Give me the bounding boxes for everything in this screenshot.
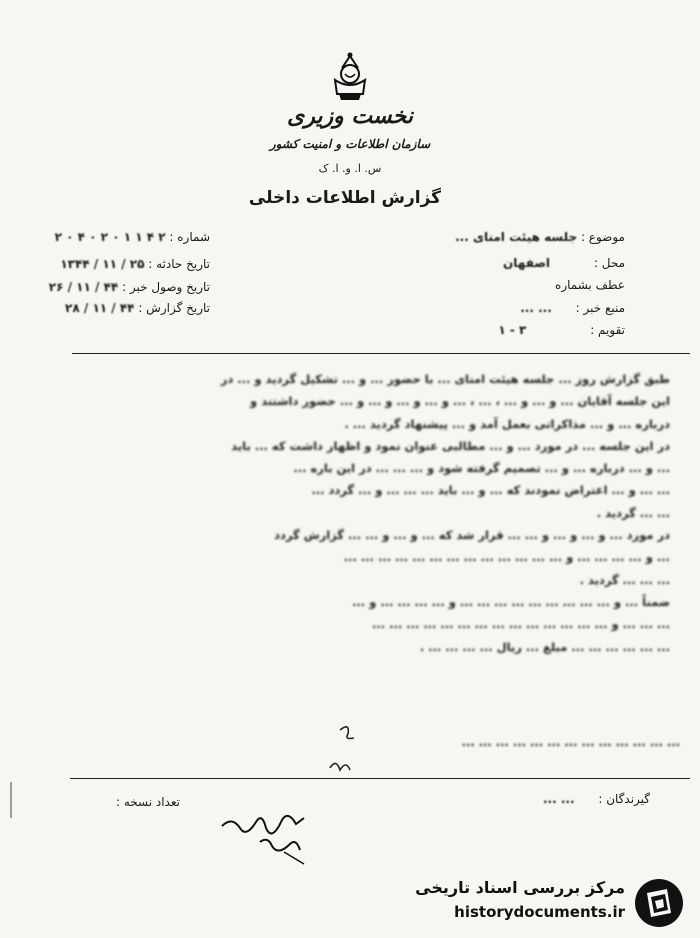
- archive-logo-icon: [633, 877, 685, 929]
- rating-value: ۳ - ۱: [498, 323, 527, 337]
- ref-field: [555, 278, 625, 292]
- body-line: درباره ... و ... مذاکراتی بعمل آمد و ... پیشنهاد گردید ... .: [344, 416, 670, 431]
- body-line: طبق گزارش روز ... جلسه هیئت امنای ... با حضور ... و ... تشکیل گردید و ... در: [220, 372, 670, 386]
- copies-field: [70, 795, 180, 809]
- receipt-date-value: ۴۴ / ۱۱ / ۲۶: [48, 280, 119, 294]
- watermark-title: مرکز بررسی اسناد تاریخی: [415, 878, 625, 897]
- report-body: [30, 368, 670, 658]
- closing-line: ... ... ... ... ... ... ... ... ... ... ... ... ...: [461, 735, 680, 749]
- event-date-value: ۲۵ / ۱۱ / ۱۳۴۴: [60, 257, 145, 271]
- source-label: منبع خبر :: [575, 301, 625, 315]
- handwritten-note-icon: [320, 720, 380, 780]
- ref-label: عطف بشماره: [555, 278, 625, 292]
- body-line: ... ... ... ... ... ... مبلغ ... ریال ... ... ... ... .: [419, 639, 670, 654]
- recipients-field: [490, 792, 650, 806]
- watermark-url: historydocuments.ir: [454, 903, 625, 921]
- number-label: شماره :: [169, 230, 210, 244]
- body-line: ... ... ... گردید .: [579, 572, 670, 587]
- body-line: ضمناً ... و ... ... ... ... ... ... ... ... ... و ... ... ... ... و ...: [352, 594, 670, 609]
- place-field: [503, 256, 625, 270]
- source-value: ... ...: [520, 301, 552, 315]
- body-line: در این جلسه ... در مورد ... و ... مطالبی عنوان نمود و اظهار داشت که ... باید: [231, 438, 670, 453]
- receipt-date-field: [49, 280, 210, 294]
- body-line: ... ... گردید .: [596, 505, 670, 520]
- crown-emblem-icon: [325, 50, 375, 102]
- recipients-label: گیرندگان :: [598, 792, 650, 806]
- recipients-value: ... ...: [543, 792, 575, 806]
- org-code: س. ا. و. ا. ک: [318, 162, 382, 175]
- footer-divider: [70, 778, 690, 779]
- signature-icon: [200, 808, 350, 868]
- body-line: ... ... و ... اعتراض نمودند که ... و ... باید ... ... ... و ... گردد ...: [311, 483, 670, 498]
- header-divider: [72, 353, 690, 354]
- rating-label: تقویم :: [590, 323, 625, 337]
- body-line: در مورد ... و ... و ... و ... ... قرار شد که ... و ... و ... ... گزارش گردد: [274, 528, 670, 543]
- subject-field: [455, 230, 625, 244]
- number-value: ۲ ۴ ۱ ۱ ۰ ۲ ۰ ۴ ۰ ۲: [54, 230, 166, 244]
- body-line: ... و ... ... ... ... و ... ... ... ... ... ... ... ... ... ... ... ... ...: [343, 550, 670, 565]
- rating-field: [498, 323, 625, 337]
- org-subtitle: سازمان اطلاعات و امنیت کشور: [269, 137, 431, 151]
- org-name: نخست وزیری: [287, 103, 413, 129]
- subject-value: جلسه هیئت امنای ...: [455, 230, 578, 244]
- event-date-field: [60, 257, 210, 271]
- report-date-field: [65, 301, 210, 315]
- receipt-date-label: تاریخ وصول خبر :: [122, 280, 210, 294]
- body-line: ... و ... درباره ... و ... تصمیم گرفته شود و ... ... ... در این باره ...: [293, 461, 670, 476]
- body-line: این جلسه آقایان ... و ... و ... ، ... ، ... و ... و ... و ... و ... حضور داشتند و: [250, 394, 670, 409]
- report-date-value: ۴۴ / ۱۱ / ۲۸: [65, 301, 135, 315]
- place-label: محل :: [593, 256, 625, 270]
- source-field: [520, 301, 625, 315]
- place-value: اصفهان: [503, 256, 551, 270]
- body-line: ... ... ... و ... ... ... ... ... ... ... ... ... ... ... ... ... ...: [371, 617, 670, 632]
- report-date-label: تاریخ گزارش :: [138, 301, 210, 315]
- subject-label: موضوع :: [580, 230, 625, 244]
- margin-mark-icon: [6, 780, 16, 820]
- event-date-label: تاریخ حادثه :: [148, 257, 210, 271]
- number-field: [55, 230, 210, 244]
- document-title: گزارش اطلاعات داخلی: [248, 188, 442, 208]
- watermark: [405, 872, 695, 932]
- copies-label: تعداد نسخه :: [115, 795, 180, 809]
